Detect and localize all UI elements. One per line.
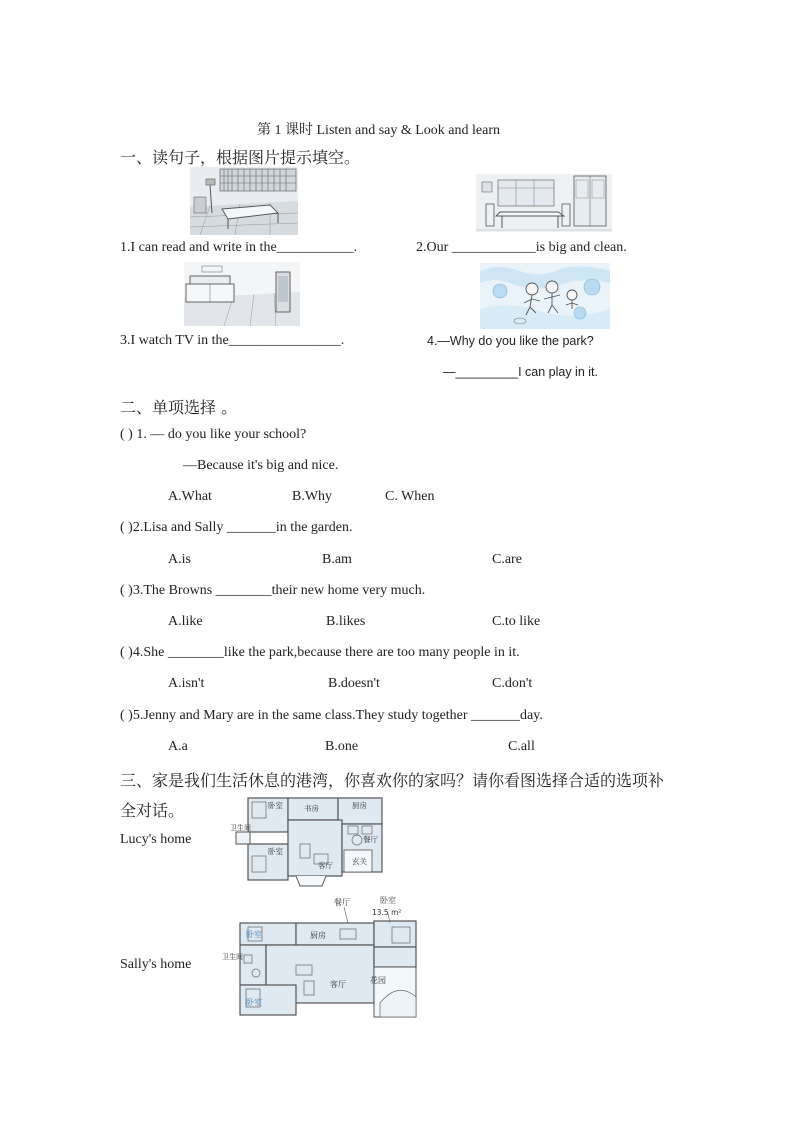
sally-living-label: 客厅 <box>330 980 346 989</box>
lucy-kitchen-label: 厨房 <box>352 801 367 810</box>
question-3-option-b: B.likes <box>326 614 366 629</box>
question-2-option-b: B.am <box>322 552 352 567</box>
lucy-floor-plan <box>226 794 392 890</box>
sally-floor-plan <box>220 893 422 1027</box>
dining-room-picture <box>476 174 612 232</box>
question-4-stem: ( )4.She ________like the park,because there are too many people in it. <box>120 645 520 660</box>
question-4-option-a: A.isn't <box>168 676 205 691</box>
question-3-option-a: A.like <box>168 614 203 629</box>
sally-bedroom-top-label: 卧室 <box>380 896 396 905</box>
question-1-line2: —Because it's big and nice. <box>183 458 339 473</box>
question-5-stem: ( )5.Jenny and Mary are in the same class.They study together _______day. <box>120 708 543 723</box>
question-1-option-c: C. When <box>385 489 435 504</box>
sally-bathroom-label: 卫生间 <box>222 953 243 961</box>
lucy-home-label: Lucy's home <box>120 832 192 847</box>
section1-item-1: 1.I can read and write in the___________. <box>120 240 358 255</box>
lucy-hall-label: 玄关 <box>352 857 367 866</box>
section3-heading-line1: 三、家是我们生活休息的港湾，你喜欢你的家吗？请你看图选择合适的选项补 <box>120 771 665 790</box>
lucy-dining-label: 餐厅 <box>363 835 378 844</box>
question-3-stem: ( )3.The Browns ________their new home very much. <box>120 583 426 598</box>
question-4-option-b: B.doesn't <box>328 676 380 691</box>
lucy-bedroom1-label: 卧室 <box>268 801 283 810</box>
question-1-option-a: A.What <box>168 489 212 504</box>
question-1-stem: ( ) 1. — do you like your school? <box>120 427 307 442</box>
sally-kitchen-label: 厨房 <box>310 931 326 940</box>
question-5-option-a: A.a <box>168 739 188 754</box>
section1-item-2: 2.Our ____________is big and clean. <box>416 240 627 255</box>
question-2-option-c: C.are <box>492 552 522 567</box>
sally-bedroom2-label: 卧室 <box>246 998 262 1007</box>
sally-dining-label: 餐厅 <box>334 898 350 907</box>
section1-item-4-answer: —_________I can play in it. <box>443 365 598 379</box>
question-2-option-a: A.is <box>168 552 191 567</box>
lucy-bathroom-label: 卫生间 <box>230 824 251 832</box>
question-1-option-b: B.Why <box>292 489 333 504</box>
section3-heading-line2: 全对话。 <box>120 801 185 820</box>
sally-area-label: 13.5 m² <box>372 908 402 917</box>
question-5-option-c: C.all <box>508 739 535 754</box>
living-room-picture <box>184 262 300 326</box>
lucy-living-label: 客厅 <box>318 861 333 870</box>
question-3-option-c: C.to like <box>492 614 541 629</box>
question-2-stem: ( )2.Lisa and Sally _______in the garden. <box>120 520 353 535</box>
section1-item-3: 3.I watch TV in the________________. <box>120 333 345 348</box>
section1-heading: 一、读句子，根据图片提示填空。 <box>120 148 361 167</box>
sally-bedroom1-label: 卧室 <box>246 930 262 939</box>
section1-item-4: 4.—Why do you like the park? <box>427 334 594 348</box>
question-5-option-b: B.one <box>325 739 359 754</box>
park-picture <box>480 263 610 329</box>
section2-heading: 二、单项选择 。 <box>120 398 238 417</box>
sally-garden-label: 花园 <box>370 976 386 985</box>
page-title: 第 1 课时 Listen and say & Look and learn <box>257 123 501 138</box>
lucy-study-label: 书房 <box>304 804 319 813</box>
study-room-picture <box>190 167 298 235</box>
sally-home-label: Sally's home <box>120 957 192 972</box>
lucy-bedroom2-label: 卧室 <box>268 847 283 856</box>
question-4-option-c: C.don't <box>492 676 533 691</box>
